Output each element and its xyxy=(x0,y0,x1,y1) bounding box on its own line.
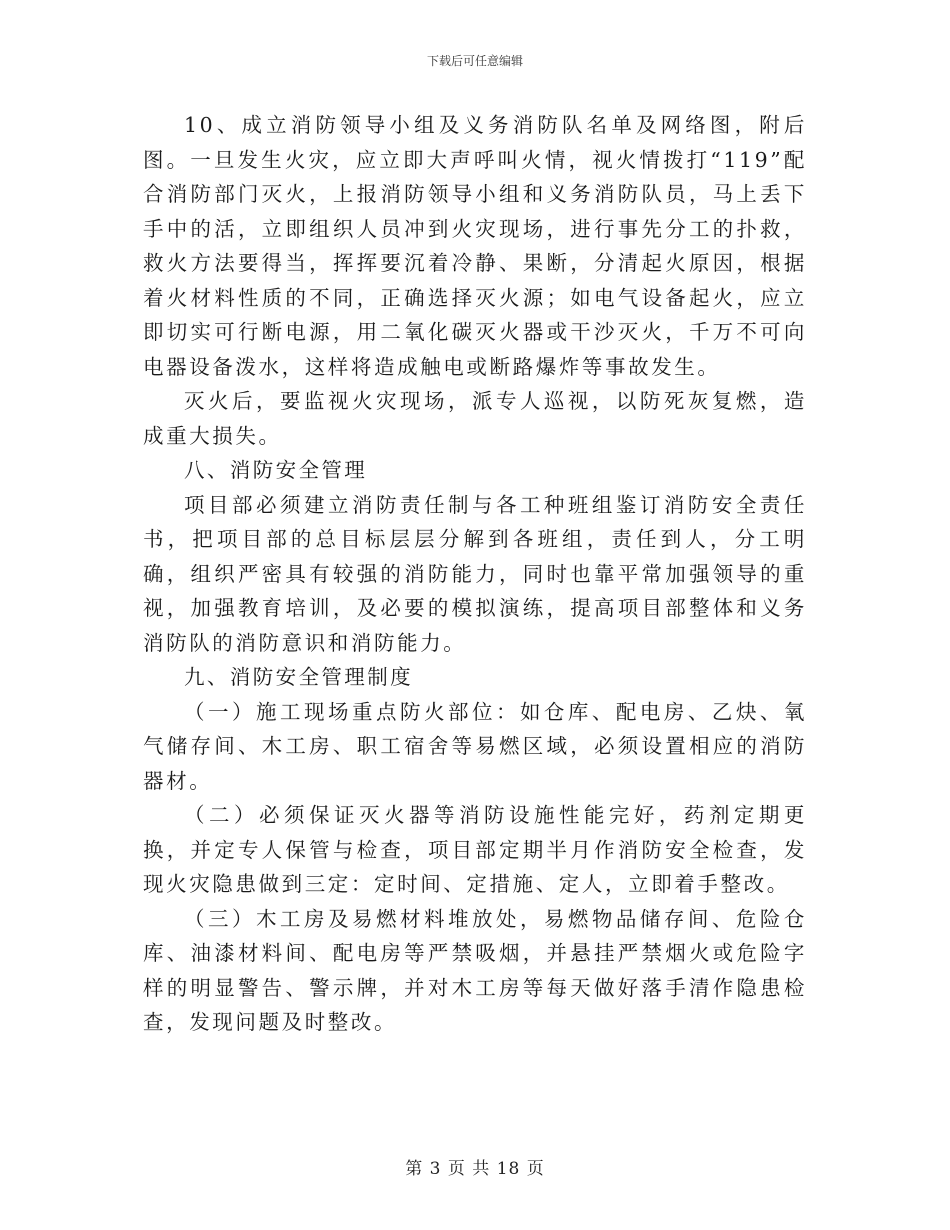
paragraph-rule-1: （一）施工现场重点防火部位：如仓库、配电房、乙炔、氧气储存间、木工房、职工宿舍等易燃区域，必须设置相应的消防器材。 xyxy=(143,699,807,793)
section-heading-fire-safety-management: 八、消防安全管理 xyxy=(184,458,368,482)
page-header: 下载后可任意编辑 xyxy=(426,54,523,68)
paragraph-after-extinguish: 灭火后，要监视火灾现场，派专人巡视，以防死灰复燃，造成重大损失。 xyxy=(143,389,807,448)
paragraph-fire-response: 10、成立消防领导小组及义务消防队名单及网络图，附后图。一旦发生火灾，应立即大声呼叫火情，视火情拨打“119”配合消防部门灭火，上报消防领导小组和义务消防队员，马上丢下手中的活，立即组织人员冲到火灾现场，进行事先分工的扑救，救火方法要得当，挥挥要沉着冷静、果断，分清起火原因，根据着火材料性质的不同，正确选择灭火源；如电气设备起火，应立即切实可行断电源，用二氧化碳灭火器或干沙灭火，千万不可向电器设备泼水，这样将造成触电或断路爆炸等事故发生。 xyxy=(143,113,807,379)
document-body xyxy=(143,108,807,1040)
paragraph-rule-3: （三）木工房及易燃材料堆放处，易燃物品储存间、危险仓库、油漆材料间、配电房等严禁吸烟，并悬挂严禁烟火或危险字样的明显警告、警示牌，并对木工房等每天做好落手清作隐患检查，发现问题及时整改。 xyxy=(143,906,807,1034)
paragraph-rule-2: （二）必须保证灭火器等消防设施性能完好，药剂定期更换，并定专人保管与检查，项目部定期半月作消防安全检查，发现火灾隐患做到三定：定时间、定措施、定人，立即着手整改。 xyxy=(143,803,807,896)
section-heading-management-rules: 九、消防安全管理制度 xyxy=(184,665,413,689)
page-number: 第 3 页 共 18 页 xyxy=(405,1159,545,1179)
paragraph-responsibility-system: 项目部必须建立消防责任制与各工种班组鉴订消防安全责任书，把项目部的总目标层层分解到各班组，责任到人，分工明确，组织严密具有较强的消防能力，同时也靠平常加强领导的重视，加强教育培训，及必要的模拟演练，提高项目部整体和义务消防队的消防意识和消防能力。 xyxy=(143,492,807,655)
